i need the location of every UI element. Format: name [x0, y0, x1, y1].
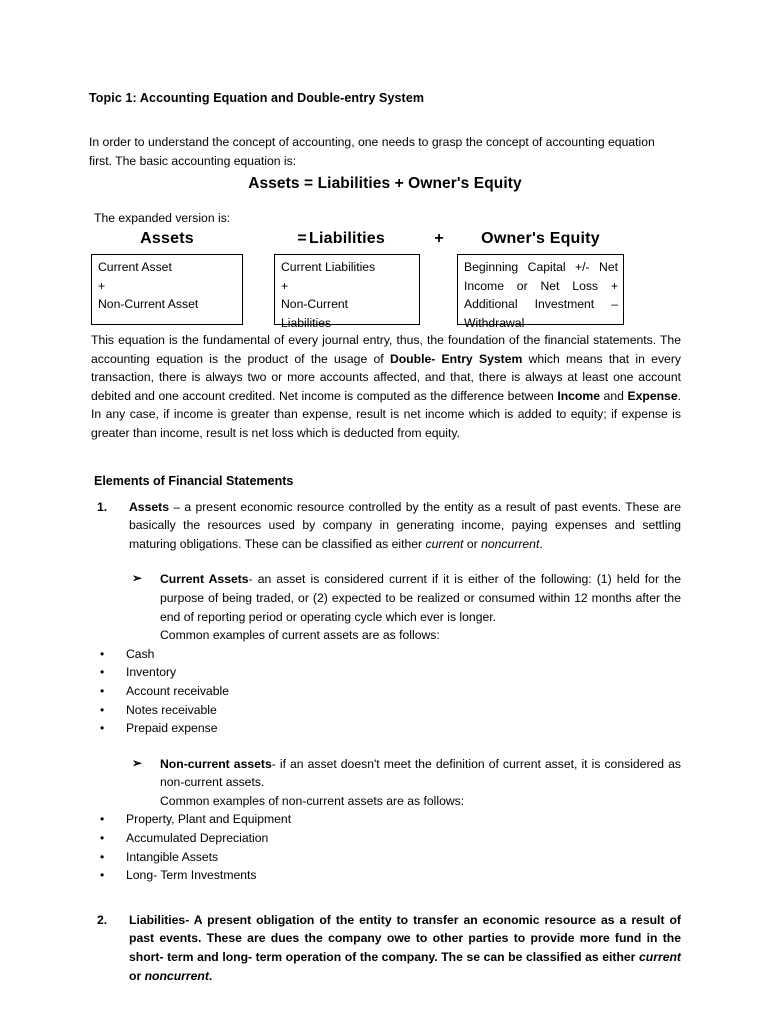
list-item	[89, 663, 681, 682]
paragraph-text: and	[599, 388, 628, 403]
cell-line: +	[98, 278, 106, 293]
common-examples-line: Common examples of non-current assets are as follows:	[160, 793, 465, 808]
bullet-icon: •	[100, 812, 105, 827]
list-item	[89, 682, 681, 701]
expanded-equation-table	[89, 229, 681, 330]
item-body: .	[208, 968, 213, 983]
arrow-bullet-icon: ➢	[132, 755, 143, 770]
document-content	[89, 90, 681, 985]
list-item-label: Account receivable	[126, 683, 229, 698]
table-cell-assets	[91, 254, 243, 325]
operator-equals: =	[297, 230, 307, 247]
term-expense: Expense	[627, 388, 678, 403]
intro-line-2: equation first. The basic accounting equation is:	[89, 135, 655, 168]
cell-line: Liabilities	[281, 315, 332, 330]
table-cell-owners-equity	[457, 254, 624, 330]
bullet-icon: •	[100, 646, 105, 661]
list-item-label: Notes receivable	[126, 702, 217, 717]
term-noncurrent: noncurrent	[144, 968, 209, 983]
term-current-assets: Current Assets	[160, 572, 249, 587]
item-body: or	[463, 536, 482, 551]
subitem-body: - an asset is considered current if it is either of the following: (1) held for the purpose of being traded, or (2) expected to be realized or consumed within 12 months after the end of reporting period or operating cycle which ever is longer.	[160, 572, 681, 624]
sublist-item-non-current-assets	[129, 755, 681, 811]
list-item-label: Prepaid expense	[126, 721, 218, 736]
list-item-label: Long- Term Investments	[126, 868, 257, 883]
cell-line: +	[281, 278, 289, 293]
term-current: current	[425, 536, 464, 551]
item-body: – a present economic resource controlled by the entity as a result of past events. These are basically the resources used by company in generating income, paying expenses and settling maturing obligations. These can be classified as either	[129, 499, 681, 551]
cell-line: Non-Current Asset	[98, 297, 199, 311]
bullet-icon: •	[100, 831, 105, 846]
basic-accounting-equation: Assets = Liabilities + Owner's Equity	[248, 175, 522, 192]
cell-line: Current Asset	[98, 260, 172, 274]
list-item	[89, 829, 681, 848]
bullet-icon: •	[100, 665, 105, 680]
foundation-paragraph	[91, 331, 681, 443]
list-item-liabilities	[94, 911, 681, 985]
intro-paragraph	[89, 133, 681, 170]
cell-line: Current Liabilities	[281, 260, 376, 274]
operator-plus: +	[434, 230, 444, 247]
arrow-bullet-icon: ➢	[132, 571, 143, 586]
item-body: or	[129, 968, 145, 983]
list-item	[89, 645, 681, 664]
section-heading-elements: Elements of Financial Statements	[94, 473, 294, 488]
non-current-assets-bullet-list	[89, 810, 681, 884]
common-examples-line: Common examples of current assets are as follows:	[160, 628, 440, 643]
column-header-liabilities: Liabilities	[309, 230, 385, 247]
list-item	[89, 701, 681, 720]
expanded-version-label: The expanded version is:	[94, 211, 231, 225]
item-body: - A present obligation of the entity to transfer an economic resource as a result of past events. These are dues the company owe to other parties to provide more fund in the short- term and long- term operation of the company. The se can be classified as either	[129, 912, 681, 965]
list-item-label: Cash	[126, 646, 155, 661]
cell-text: Beginning Capital +/- Net Income or Net Loss + Additional Investment – Withdrawal	[464, 260, 618, 330]
list-marker: 1.	[97, 499, 108, 514]
subitem-body: - if an asset doesn't meet the definition of current asset, it is considered as non-current assets.	[160, 756, 681, 790]
list-item-label: Inventory	[126, 665, 177, 680]
table-cell-liabilities	[274, 254, 420, 330]
list-item-assets	[94, 498, 681, 554]
list-marker: 2.	[97, 912, 108, 927]
column-header-owners-equity: Owner's Equity	[481, 230, 600, 247]
list-item-label: Accumulated Depreciation	[126, 831, 269, 846]
list-item-label: Intangible Assets	[126, 849, 219, 864]
paragraph-text: which means that in every transaction, there is always two or more accounts affected, and that, there is always at least one account debited and one account credited. Net income is computed as the difference between	[91, 351, 681, 403]
current-assets-bullet-list	[89, 645, 681, 738]
term-non-current-assets: Non-current assets	[160, 756, 272, 771]
term-income: Income	[557, 388, 600, 403]
paragraph-text: . In any case, if income is greater than expense, result is net income which is added to equity; if expense is greater than income, result is net loss which is deducted from equity.	[91, 388, 681, 440]
paragraph-text: This equation is the fundamental of every journal entry, thus, the foundation of the financial statements. The accounting equation is the product of the usage of	[91, 333, 681, 366]
page-title: Topic 1: Accounting Equation and Double-entry System	[89, 91, 425, 105]
list-item	[89, 848, 681, 867]
term-current: current	[639, 950, 681, 965]
cell-line: Non-Current	[281, 297, 349, 311]
list-item	[89, 810, 681, 829]
bullet-icon: •	[100, 721, 105, 736]
bullet-icon: •	[100, 849, 105, 864]
column-header-assets: Assets	[140, 230, 194, 247]
list-item	[89, 866, 681, 885]
list-item-label: Property, Plant and Equipment	[126, 812, 292, 827]
sublist-item-current-assets	[129, 570, 681, 644]
intro-line-1: In order to understand the concept of accounting, one needs to grasp the concept of accounting	[89, 135, 605, 149]
bullet-icon: •	[100, 683, 105, 698]
term-assets: Assets	[129, 499, 169, 514]
bullet-icon: •	[100, 702, 105, 717]
item-body: .	[539, 536, 543, 551]
list-item	[89, 719, 681, 738]
term-liabilities: Liabilities	[129, 912, 186, 927]
bullet-icon: •	[100, 868, 105, 883]
term-double-entry-system: Double- Entry System	[389, 351, 523, 366]
term-noncurrent: noncurrent	[481, 536, 540, 551]
